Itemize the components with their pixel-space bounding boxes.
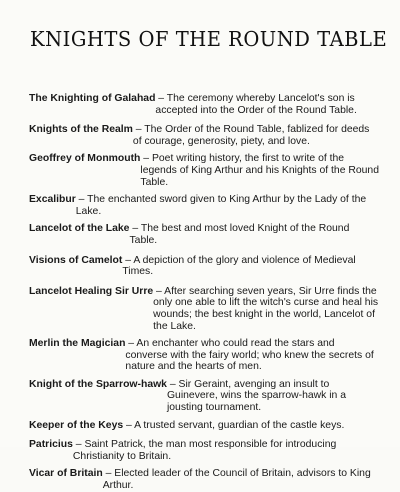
glossary-entry xyxy=(29,468,379,491)
glossary-entry xyxy=(29,286,379,332)
entry-definition-text: The best and most loved Knight of the Round Table. xyxy=(129,223,350,246)
entry-definition-text: The enchanted sword given to King Arthur by the Lady of the Lake. xyxy=(75,194,367,217)
entry-term: Patricius xyxy=(29,439,73,451)
page-title: KNIGHTS OF THE ROUND TABLE xyxy=(30,27,388,52)
entry-term: Excalibur xyxy=(29,194,76,206)
entry-definition-text: A trusted servant, guardian of the castle keys. xyxy=(134,419,345,431)
entry-definition: – Saint Patrick, the man most responsible for introducing Christianity to Britain. xyxy=(72,439,337,462)
glossary-entry xyxy=(29,255,379,278)
entry-definition: – A trusted servant, guardian of the castle keys. xyxy=(123,419,345,431)
entry-definition: – The ceremony whereby Lancelot's son is accepted into the Order of the Round Table. xyxy=(155,93,357,116)
entry-definition: – The best and most loved Knight of the Round Table. xyxy=(129,223,350,246)
entry-definition-text: Elected leader of the Council of Britain, advisors to King Arthur. xyxy=(102,468,371,492)
glossary-entry xyxy=(29,153,379,188)
entry-definition-text: Sir Geraint, avenging an insult to Guinevere, wins the sparrow-hawk in a jousting tournament. xyxy=(166,378,346,414)
entry-definition-text: An enchanter who could read the stars and converse with the fairy world; who knew the secrets of nature and the hearts of men. xyxy=(125,338,374,373)
entry-definition-text: Saint Patrick, the man most responsible for introducing Christianity to Britain. xyxy=(72,439,337,462)
glossary-entry xyxy=(29,439,379,462)
entry-term: Lancelot Healing Sir Urre xyxy=(29,285,154,297)
entry-term: The Knighting of Galahad xyxy=(29,93,156,104)
entry-term: Knights of the Realm xyxy=(29,124,133,136)
entry-definition-text: Poet writing history, the first to write of the legends of King Arthur and his Knights of the Round Table. xyxy=(140,153,379,188)
entry-definition: – An enchanter who could read the stars and converse with the fairy world; who knew the secrets of nature and the hearts of men. xyxy=(125,338,374,373)
glossary-entry xyxy=(29,420,379,432)
glossary-entry xyxy=(29,338,379,373)
entry-definition: – Poet writing history, the first to write of the legends of King Arthur and his Knights of the Round Table. xyxy=(140,153,379,188)
entry-term: Geoffrey of Monmouth xyxy=(29,153,141,165)
entry-definition: – A depiction of the glory and violence of Medieval Times. xyxy=(122,254,356,278)
entry-definition: – Sir Geraint, avenging an insult to Guinevere, wins the sparrow-hawk in a jousting tournament. xyxy=(166,378,346,414)
entry-term: Lancelot of the Lake xyxy=(29,223,130,235)
entry-definition: – After searching seven years, Sir Urre finds the only one able to lift the witch's curse and heal his wounds; the best knight in the world, Lancelot of the Lake. xyxy=(153,285,379,332)
entry-definition-text: The ceremony whereby Lancelot's son is accepted into the Order of the Round Table. xyxy=(155,93,357,116)
entry-definition-text: A depiction of the glory and violence of Medieval Times. xyxy=(122,254,356,278)
glossary-entry xyxy=(29,124,379,147)
entry-definition: – The enchanted sword given to King Arthur by the Lady of the Lake. xyxy=(75,194,367,217)
glossary-entry xyxy=(29,93,379,116)
glossary-entry xyxy=(29,223,379,246)
entry-term: Vicar of Britain xyxy=(29,468,103,480)
glossary-list xyxy=(29,93,379,492)
entry-term: Keeper of the Keys xyxy=(29,419,124,431)
entry-term: Visions of Camelot xyxy=(29,254,123,266)
entry-definition-text: After searching seven years, Sir Urre finds the only one able to lift the witch's curse and heal his wounds; the best knight in the world, Lancelot of the Lake. xyxy=(153,285,379,332)
entry-definition-text: The Order of the Round Table, fablized for deeds of courage, generosity, piety, and love. xyxy=(132,124,370,147)
glossary-entry xyxy=(29,379,379,414)
entry-term: Merlin the Magician xyxy=(29,338,126,350)
entry-term: Knight of the Sparrow-hawk xyxy=(29,378,167,390)
entry-definition: – Elected leader of the Council of Britain, advisors to King Arthur. xyxy=(102,468,371,492)
entry-definition: – The Order of the Round Table, fablized for deeds of courage, generosity, piety, and love. xyxy=(132,124,370,147)
glossary-entry xyxy=(29,194,379,217)
